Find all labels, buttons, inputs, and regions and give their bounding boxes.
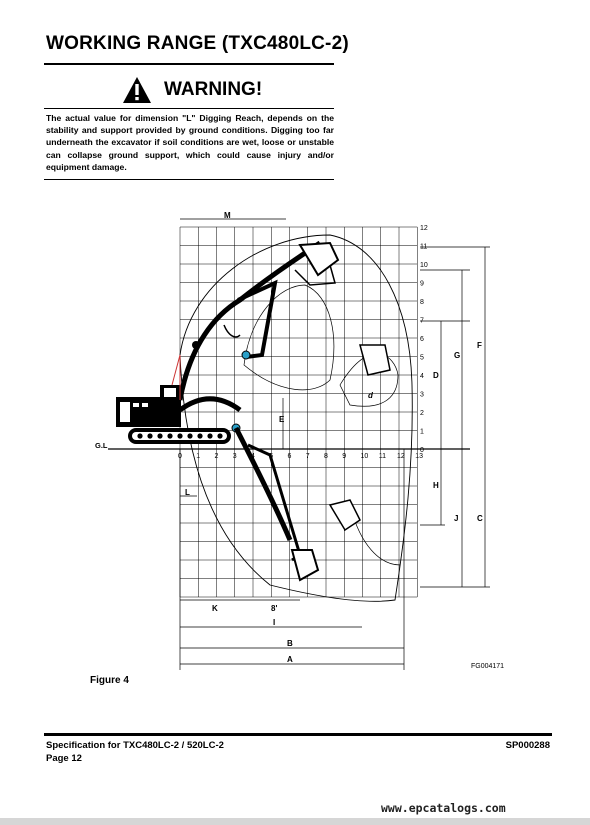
- warning-bottom-rule: [44, 179, 334, 180]
- x-tick-label: 9: [342, 453, 347, 460]
- track-roller: [137, 433, 142, 438]
- working-range-diagram: [0, 205, 590, 675]
- y-tick-label: 4: [420, 373, 424, 380]
- x-tick-label: 12: [397, 453, 405, 460]
- title-underline: [44, 63, 334, 65]
- track-roller: [217, 433, 222, 438]
- x-tick-label: 5: [269, 453, 274, 460]
- x-tick-label: 0: [178, 453, 182, 460]
- warning-text: The actual value for dimension "L" Digging Reach, depends on the stability and support provided by ground conditions. Digging too far underneath the excavator if soil conditions are wet, loose or unstable can collapse ground support, which could cause injury and/or equipment damage.: [46, 113, 334, 172]
- figure-code: FG004171: [471, 663, 505, 670]
- diagram-grid: [180, 227, 417, 597]
- inner-envelope: [244, 285, 334, 390]
- y-tick-label: 8: [420, 299, 424, 306]
- dim-label-d-lower: d: [368, 391, 373, 400]
- y-tick-label: 5: [420, 354, 424, 362]
- page-title: WORKING RANGE (TXC480LC-2): [46, 33, 349, 54]
- y-tick-label: 12: [420, 225, 428, 232]
- dim-label-m: M: [224, 211, 231, 220]
- y-axis-ticks: [420, 225, 428, 454]
- track-roller: [157, 433, 162, 438]
- x-tick-label: 6: [287, 453, 292, 460]
- x-tick-label: 10: [360, 453, 369, 460]
- x-tick-label: 4: [251, 453, 255, 460]
- footer-spec: Specification for TXC480LC-2 / 520LC-2: [46, 740, 224, 751]
- ground-label: G.L: [95, 441, 108, 450]
- y-tick-label: 1: [420, 428, 424, 436]
- x-tick-label: 8: [324, 453, 328, 460]
- warning-header: [122, 74, 262, 106]
- dimension-lines: [180, 219, 490, 670]
- dim-label-f: F: [477, 341, 482, 350]
- dim-label-a: A: [287, 655, 293, 664]
- y-tick-label: 6: [420, 336, 424, 343]
- dim-label-c: C: [477, 514, 483, 523]
- y-tick-label: 2: [420, 410, 424, 417]
- x-tick-label: 13: [415, 453, 424, 460]
- track-roller: [167, 433, 172, 438]
- dim-label-e: E: [279, 415, 285, 424]
- x-tick-label: 2: [214, 453, 219, 460]
- bottom-bar: [0, 818, 590, 825]
- dim-label-k: K: [212, 604, 218, 613]
- track-roller: [177, 433, 182, 438]
- y-tick-label: 0: [420, 447, 424, 454]
- warning-label: WARNING!: [164, 79, 263, 100]
- watermark: www.epcatalogs.com: [381, 801, 506, 815]
- footer-page: Page 12: [46, 753, 82, 764]
- footer-rule: [44, 733, 552, 736]
- y-tick-label: 3: [420, 391, 424, 399]
- y-tick-label: 9: [420, 280, 424, 288]
- figure-caption: Figure 4: [90, 675, 129, 686]
- footer-code: SP000288: [505, 740, 550, 751]
- x-tick-label: 7: [305, 453, 310, 460]
- dim-label-g: G: [454, 351, 461, 360]
- y-tick-label: 7: [420, 317, 424, 325]
- x-axis-ticks: [178, 453, 423, 460]
- dim-label-b: B: [287, 639, 293, 648]
- x-tick-label: 1: [196, 453, 201, 460]
- dim-label-i: I: [273, 618, 276, 627]
- dim-label-h: H: [433, 481, 439, 490]
- x-tick-label: 11: [378, 453, 387, 460]
- track-roller: [147, 433, 152, 438]
- y-tick-label: 10: [420, 262, 428, 269]
- warning-top-rule: [44, 108, 334, 109]
- x-tick-label: 3: [232, 453, 237, 460]
- exclamation-triangle-icon: [122, 76, 152, 104]
- y-tick-label: 11: [420, 243, 428, 251]
- dim-label-8prime: 8': [271, 604, 278, 613]
- dim-label-j: J: [454, 514, 459, 523]
- track-roller: [187, 433, 192, 438]
- dim-label-l: L: [185, 488, 190, 497]
- track-roller: [197, 433, 202, 438]
- track-roller: [207, 433, 212, 438]
- dim-label-d-upper: D: [433, 371, 439, 380]
